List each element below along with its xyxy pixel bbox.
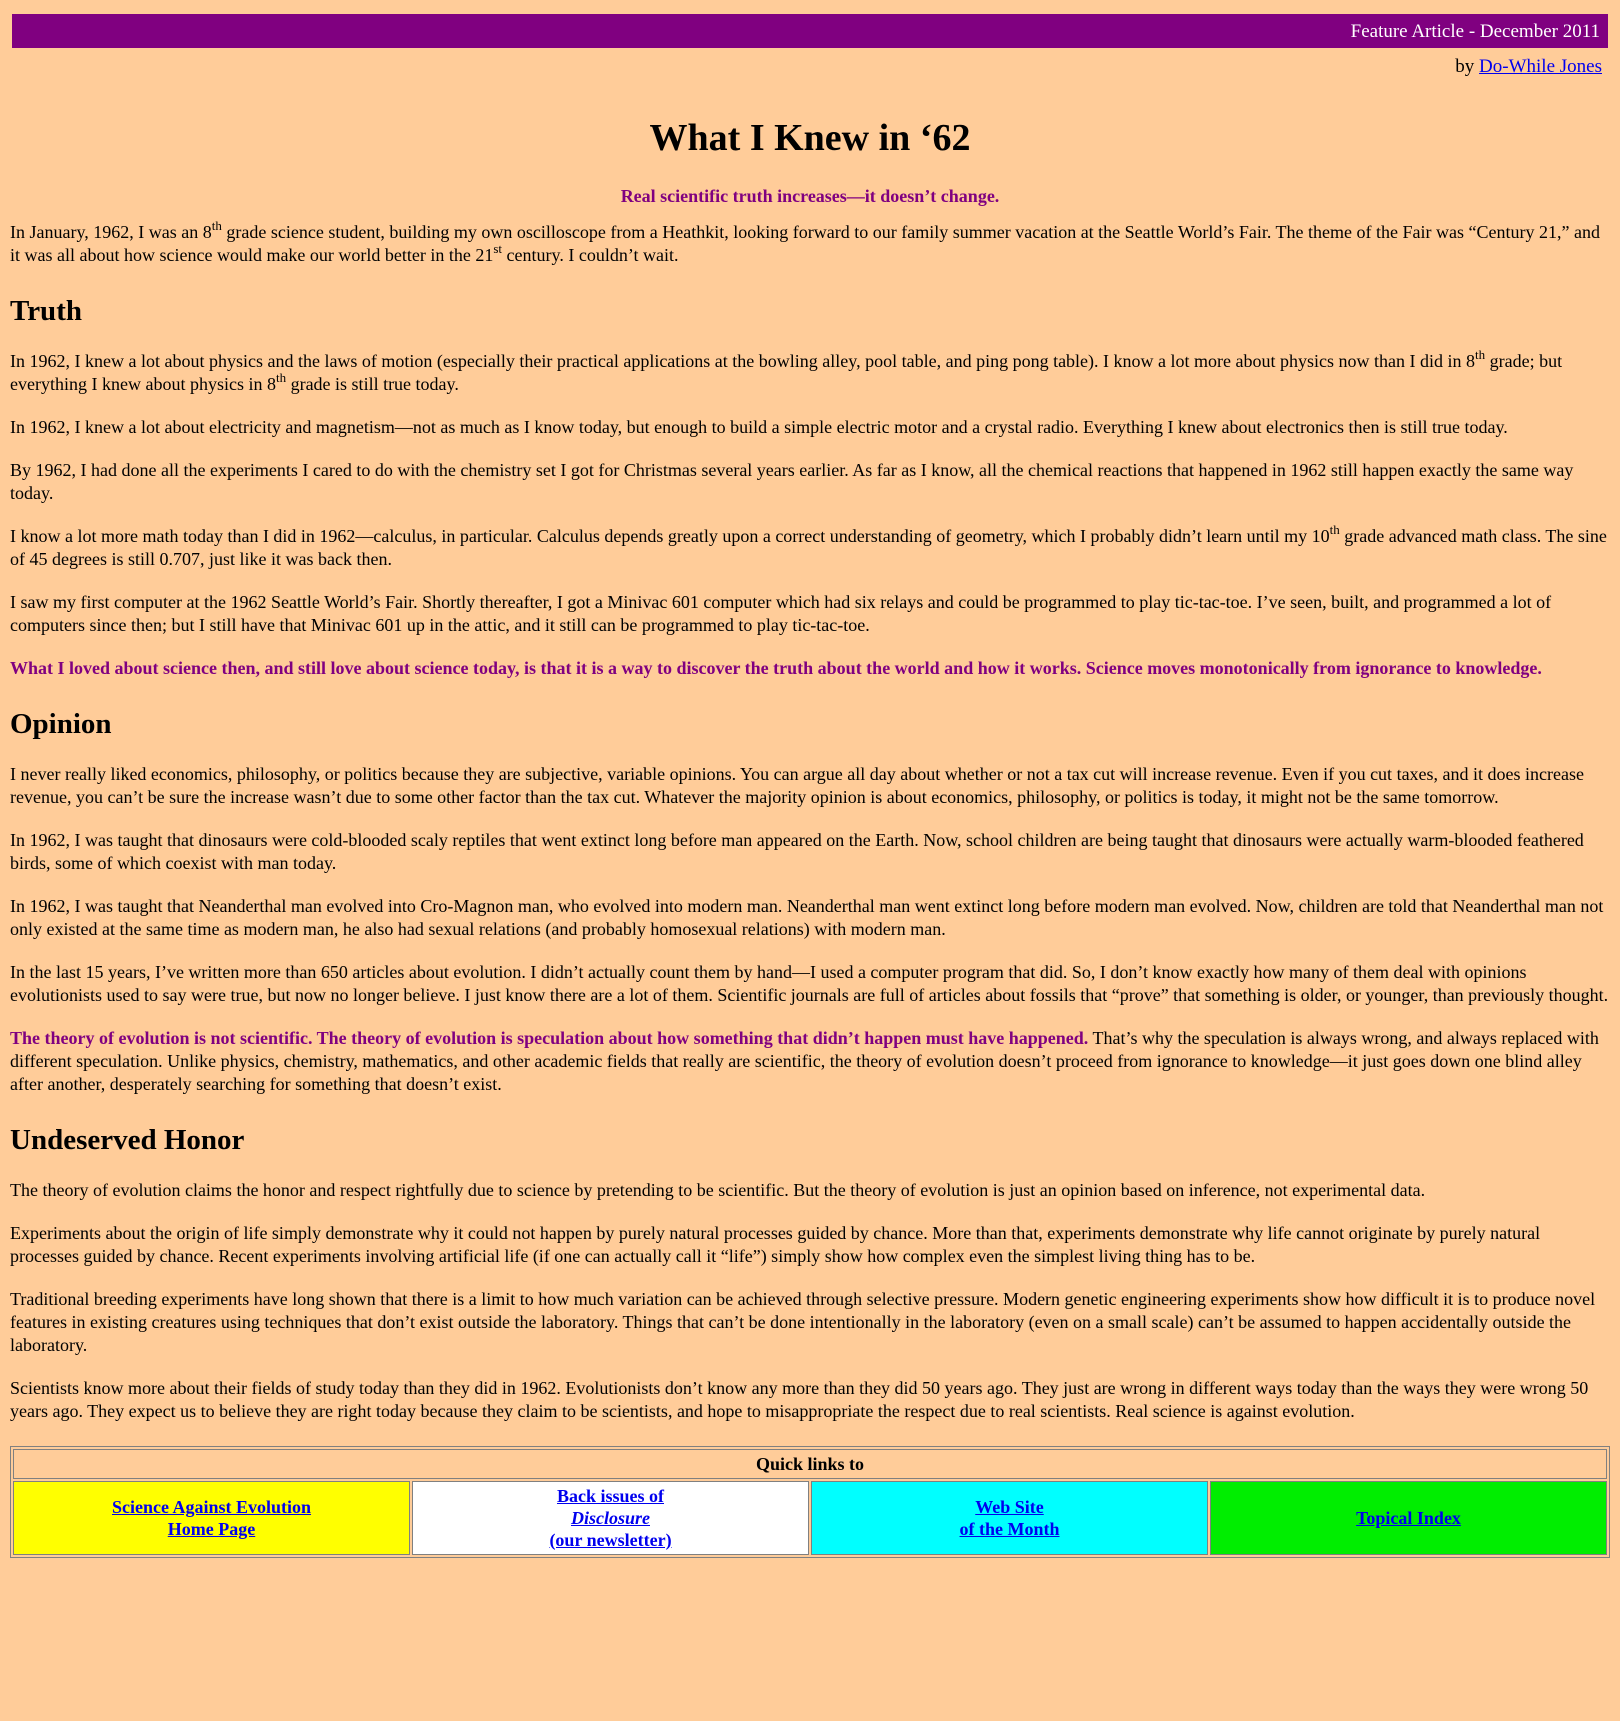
article-subtitle: Real scientific truth increases—it doesn’t change.	[620, 186, 1000, 206]
quick-link-topical-cell	[1210, 1481, 1607, 1555]
quick-link-back-issues-cell	[412, 1481, 809, 1555]
quick-link-web-site-cell	[811, 1481, 1208, 1555]
quick-links-table	[10, 1446, 1610, 1558]
intro-paragraph: In January, 1962, I was an 8th grade science student, building my own oscilloscope from a Heathkit, looking forward to our family summer vacation at the Seattle World’s Fair. The theme of the Fair was “Century 21,” and it was all about how science would make our world better in the 21st century. I couldn’t wait.	[10, 218, 1600, 265]
honor-paragraph-4: Scientists know more about their fields of study today than they did in 1962. Evolutionists don’t know any more than they did 50 years ago. They just are wrong in different ways today than the ways they were wrong 50 years ago. They expect us to believe they are right today because they claim to be scientists, and hope to misappropriate the respect due to real scientists. Real science is against evolution.	[10, 1378, 1589, 1421]
opinion-paragraph-1: I never really liked economics, philosophy, or politics because they are subjective, variable opinions. You can argue all day about whether or not a tax cut will increase revenue. Even if you cut taxes, and it does increase revenue, you can’t be sure the increase wasn’t due to some other factor than the tax cut. Whatever the majority opinion is about economics, philosophy, or politics is today, it might not be the same tomorrow.	[10, 764, 1584, 807]
quick-links-header: Quick links to	[13, 1449, 1607, 1479]
quick-link-home-cell	[13, 1481, 410, 1555]
back-issues-link[interactable]: Back issues of Disclosure (our newsletter)	[549, 1486, 672, 1550]
opinion-paragraph-4: In the last 15 years, I’ve written more than 650 articles about evolution. I didn’t actually count them by hand—I used a computer program that did. So, I don’t know exactly how many of them deal with opinions evolutionists used to say were true, but now no longer believe. I just know there are a lot of them. Scientific journals are full of articles about fossils that “prove” that something is older, or younger, than previously thought.	[10, 962, 1609, 1005]
truth-paragraph-4: I know a lot more math today than I did in 1962—calculus, in particular. Calculus depends greatly upon a correct understanding of geometry, which I probably didn’t learn until my 10th grade advanced math class. The sine of 45 degrees is still 0.707, just like it was back then.	[10, 522, 1607, 569]
byline-prefix: by	[1455, 56, 1475, 77]
banner-text: Feature Article - December 2011	[1350, 21, 1600, 42]
home-page-link[interactable]: Science Against Evolution Home Page	[111, 1497, 312, 1539]
heading-opinion: Opinion	[10, 708, 112, 740]
opinion-emphasis: The theory of evolution is not scientific. The theory of evolution is speculation about how something that didn’t happen must have happened.	[10, 1028, 1089, 1048]
truth-paragraph-1: In 1962, I knew a lot about physics and the laws of motion (especially their practical applications at the bowling alley, pool table, and ping pong table). I know a lot more about physics now than I did in 8th grade; but everything I knew about physics in 8th grade is still true today.	[10, 347, 1563, 394]
truth-emphasis: What I loved about science then, and still love about science today, is that it is a way to discover the truth about the world and how it works. Science moves monotonically from ignorance to knowledge.	[10, 658, 1542, 678]
honor-paragraph-3: Traditional breeding experiments have long shown that there is a limit to how much variation can be achieved through selective pressure. Modern genetic engineering experiments show how difficult it is to produce novel features in existing creatures using techniques that don’t exist outside the laboratory. Things that can’t be done intentionally in the laboratory (even on a small scale) can’t be assumed to happen accidentally outside the laboratory.	[10, 1289, 1596, 1355]
truth-paragraph-5: I saw my first computer at the 1962 Seattle World’s Fair. Shortly thereafter, I got a Minivac 601 computer which had six relays and could be programmed to play tic-tac-toe. I’ve seen, built, and programmed a lot of computers since then; but I still have that Minivac 601 up in the attic, and it still can be programmed to play tic-tac-toe.	[10, 592, 1552, 635]
honor-paragraph-1: The theory of evolution claims the honor and respect rightfully due to science by pretending to be scientific. But the theory of evolution is just an opinion based on inference, not experimental data.	[10, 1180, 1426, 1200]
opinion-paragraph-2: In 1962, I was taught that dinosaurs were cold-blooded scaly reptiles that went extinct long before man appeared on the Earth. Now, school children are being taught that dinosaurs were actually warm-blooded feathered birds, some of which coexist with man today.	[10, 830, 1584, 873]
web-site-of-month-link[interactable]: Web Site of the Month	[959, 1497, 1060, 1539]
honor-paragraph-2: Experiments about the origin of life simply demonstrate why it could not happen by purely natural processes guided by chance. More than that, experiments demonstrate why life cannot originate by purely natural processes guided by chance. Recent experiments involving artificial life (if one can actually call it “life”) simply show how complex even the simplest living thing has to be.	[10, 1223, 1541, 1266]
author-link[interactable]: Do-While Jones	[1479, 56, 1602, 77]
truth-paragraph-2: In 1962, I knew a lot about electricity and magnetism—not as much as I know today, but enough to build a simple electric motor and a crystal radio. Everything I knew about electronics then is still true today.	[10, 417, 1508, 437]
opinion-paragraph-5: The theory of evolution is not scientific. The theory of evolution is speculation about how something that didn’t happen must have happened. That’s why the speculation is always wrong, and always replaced with different speculation. Unlike physics, chemistry, mathematics, and other academic fields that really are scientific, the theory of evolution doesn’t proceed from ignorance to knowledge—it just goes down one blind alley after another, desperately searching for something that doesn’t exist.	[10, 1028, 1599, 1094]
byline	[10, 56, 1602, 78]
topical-index-link[interactable]: Topical Index	[1356, 1508, 1461, 1528]
heading-truth: Truth	[10, 295, 82, 327]
feature-banner	[12, 14, 1608, 48]
opinion-paragraph-3: In 1962, I was taught that Neanderthal man evolved into Cro-Magnon man, who evolved into modern man. Neanderthal man went extinct long before modern man evolved. Now, children are told that Neanderthal man not only existed at the same time as modern man, he also had sexual relations (and probably homosexual relations) with modern man.	[10, 896, 1604, 939]
heading-undeserved-honor: Undeserved Honor	[10, 1124, 245, 1156]
article-title: What I Knew in ‘62	[649, 117, 971, 159]
truth-paragraph-3: By 1962, I had done all the experiments I cared to do with the chemistry set I got for Christmas several years earlier. As far as I know, all the chemical reactions that happened in 1962 still happen exactly the same way today.	[10, 460, 1574, 503]
